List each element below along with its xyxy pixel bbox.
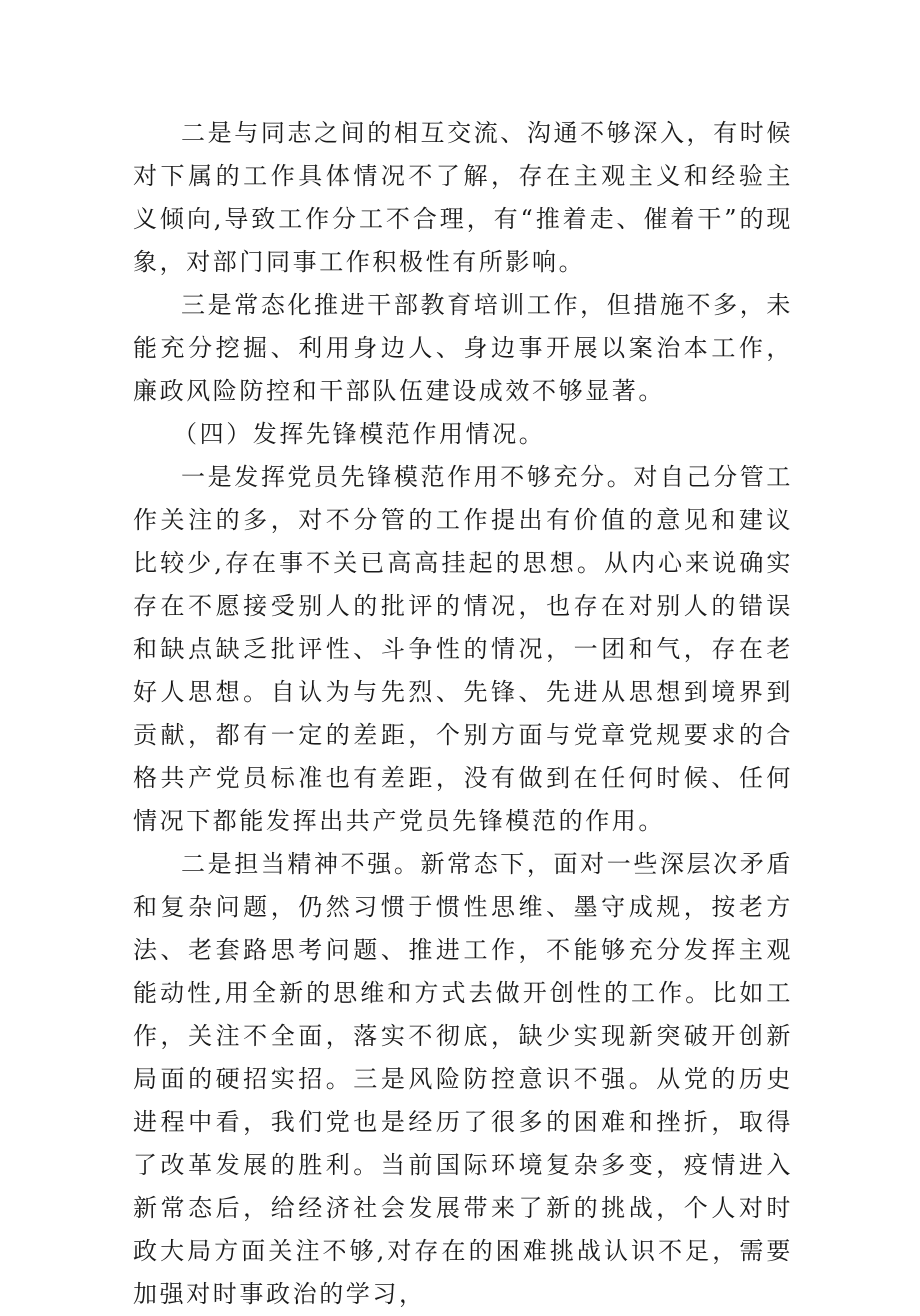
paragraph-communication: 二是与同志之间的相互交流、沟通不够深入，有时候对下属的工作具体情况不了解，存在主观主义和经验主义倾向,导致工作分工不合理，有“推着走、催着干”的现象，对部门同事工作积极性有所影响。	[133, 119, 793, 276]
document-body	[133, 112, 793, 1316]
paragraph-vanguard-role: 一是发挥党员先锋模范作用不够充分。对自己分管工作关注的多，对不分管的工作提出有价值的意见和建议比较少,存在事不关已高高挂起的思想。从内心来说确实存在不愿接受别人的批评的情况，也存在对别人的错误和缺点缺乏批评性、斗争性的情况，一团和气，存在老好人思想。自认为与先烈、先锋、先进从思想到境界到贡献，都有一定的差距，个别方面与党章党规要求的合格共产党员标准也有差距，没有做到在任何时候、任何情况下都能发挥出共产党员先锋模范的作用。	[133, 463, 793, 835]
paragraph-training: 三是常态化推进干部教育培训工作，但措施不多，未能充分挖掘、利用身边人、身边事开展以案治本工作，廉政风险防控和干部队伍建设成效不够显著。	[133, 291, 793, 405]
section-heading-vanguard: （四）发挥先锋模范作用情况。	[173, 420, 546, 448]
paragraph-responsibility: 二是担当精神不强。新常态下，面对一些深层次矛盾和复杂问题，仍然习惯于惯性思维、墨守成规，按老方法、老套路思考问题、推进工作，不能够充分发挥主观能动性,用全新的思维和方式去做开创性的工作。比如工作，关注不全面，落实不彻底，缺少实现新突破开创新局面的硬招实招。三是风险防控意识不强。从党的历史进程中看，我们党也是经历了很多的困难和挫折，取得了改革发展的胜利。当前国际环境复杂多变，疫情进入新常态后，给经济社会发展带来了新的挑战，个人对时政大局方面关注不够,对存在的困难挑战认识不足，需要加强对时事政治的学习，	[133, 850, 793, 1308]
